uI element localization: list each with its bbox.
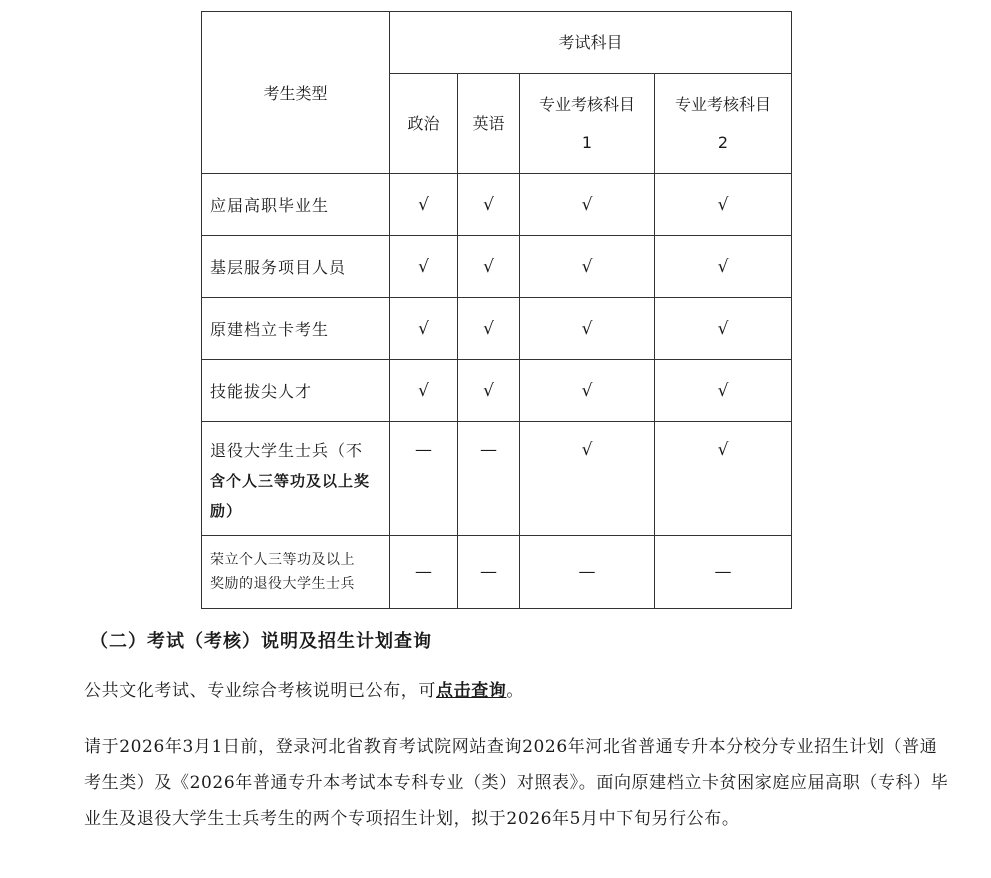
header-subject-major-2 — [655, 74, 792, 174]
exam-subjects-table — [201, 11, 792, 609]
row-type-label: 基层服务项目人员 — [202, 236, 390, 298]
header-subject-english: 英语 — [458, 74, 520, 174]
mark-cell: √ — [655, 236, 792, 298]
row-type-label — [202, 536, 390, 609]
mark-cell: √ — [520, 422, 655, 536]
header-subject-major-1-line2: 1 — [581, 132, 593, 152]
mark-cell: — — [458, 536, 520, 609]
paragraph-enrollment-plan: 请于2026年3月1日前，登录河北省教育考试院网站查询2026年河北省普通专升本分校分专业招生计划（普通考生类）及《2026年普通专升本考试本专科专业（类）对照表》。面向原建档立卡贫困家庭应届高职（专科）毕业生及退役大学生士兵考生的两个专项招生计划，拟于2026年5月中下旬另行公布。 — [84, 737, 949, 829]
mark-cell: √ — [458, 174, 520, 236]
row-type-label — [202, 422, 390, 536]
row-type-line: 含个人三等功及以上奖 — [210, 472, 371, 490]
mark-cell: √ — [390, 298, 458, 360]
paragraph-exam-notes-end: 。 — [506, 681, 525, 701]
mark-cell: √ — [520, 360, 655, 422]
mark-cell: √ — [655, 422, 792, 536]
header-subject-major-2-line1: 专业考核科目 — [675, 94, 772, 114]
mark-cell: √ — [458, 298, 520, 360]
row-type-line: 荣立个人三等功及以上 — [210, 552, 355, 568]
row-type-label: 应届高职毕业生 — [202, 174, 390, 236]
header-subject-politics: 政治 — [390, 74, 458, 174]
mark-cell: √ — [390, 360, 458, 422]
mark-cell: √ — [655, 360, 792, 422]
mark-cell: — — [390, 536, 458, 609]
mark-cell: — — [458, 422, 520, 536]
mark-cell: √ — [390, 236, 458, 298]
header-examinee-type: 考生类型 — [202, 12, 390, 174]
mark-cell: √ — [458, 360, 520, 422]
table-row — [202, 422, 792, 536]
table-row — [202, 174, 792, 236]
query-link[interactable]: 点击查询 — [436, 681, 507, 701]
header-exam-subjects: 考试科目 — [390, 12, 792, 74]
header-subject-major-1-line1: 专业考核科目 — [538, 94, 635, 114]
row-type-line: 退役大学生士兵（不 — [210, 441, 364, 460]
row-type-line: 励） — [210, 502, 243, 520]
mark-cell: √ — [458, 236, 520, 298]
section-title: （二）考试（考核）说明及招生计划查询 — [90, 631, 432, 652]
paragraph-exam-notes — [84, 678, 954, 704]
mark-cell: — — [655, 536, 792, 609]
row-type-label: 原建档立卡考生 — [202, 298, 390, 360]
table-header-row-1 — [202, 12, 792, 74]
mark-cell: — — [520, 536, 655, 609]
table-row — [202, 298, 792, 360]
mark-cell: √ — [520, 174, 655, 236]
mark-cell: √ — [520, 298, 655, 360]
table-row — [202, 360, 792, 422]
paragraph-exam-notes-text: 公共文化考试、专业综合考核说明已公布，可 — [84, 681, 436, 701]
mark-cell: √ — [520, 236, 655, 298]
mark-cell: √ — [655, 298, 792, 360]
row-type-label: 技能拔尖人才 — [202, 360, 390, 422]
mark-cell: — — [390, 422, 458, 536]
table-row — [202, 236, 792, 298]
mark-cell: √ — [390, 174, 458, 236]
header-subject-major-2-line2: 2 — [717, 132, 729, 152]
row-type-line: 奖励的退役大学生士兵 — [210, 576, 355, 592]
mark-cell: √ — [655, 174, 792, 236]
table-row — [202, 536, 792, 609]
header-subject-major-1 — [520, 74, 655, 174]
